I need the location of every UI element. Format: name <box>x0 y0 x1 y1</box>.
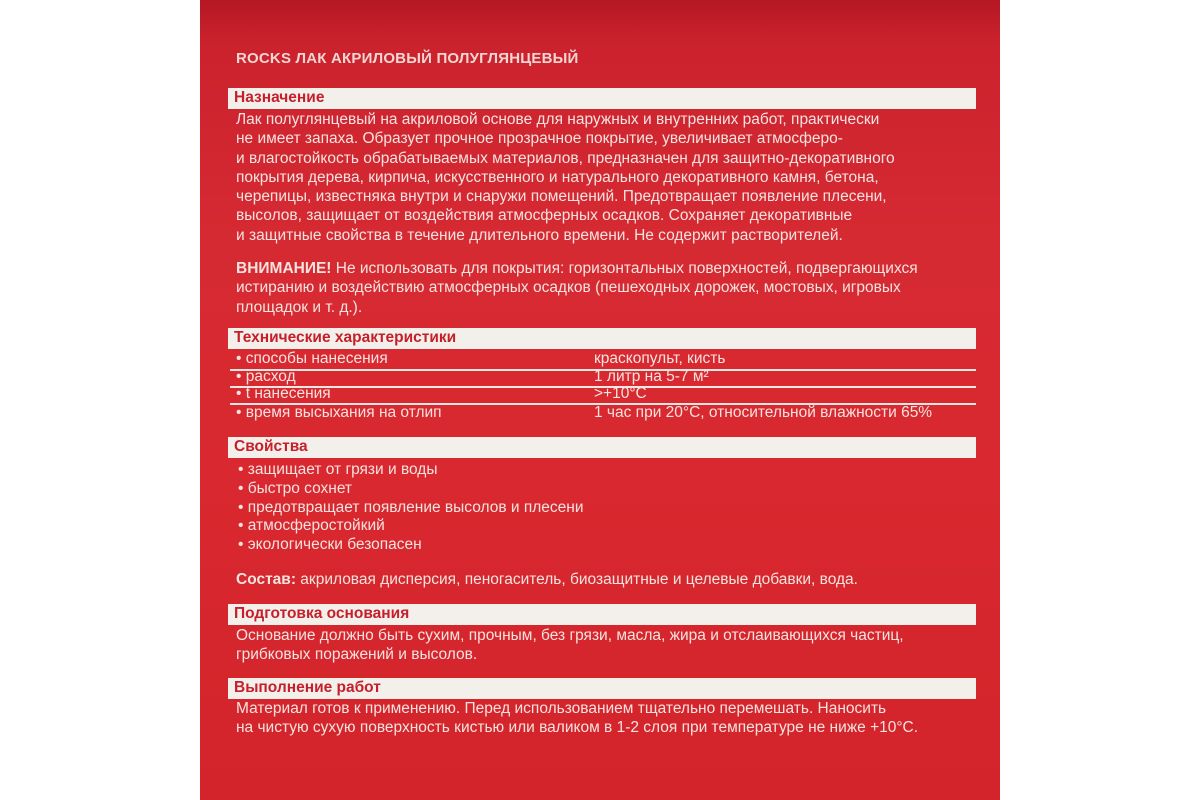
section-heading-purpose: Назначение <box>234 89 325 106</box>
spec-row <box>236 350 976 368</box>
property-item: • быстро сохнет <box>238 480 353 497</box>
property-item: • атмосферостойкий <box>238 517 385 534</box>
preparation-text: Основание должно быть сухим, прочным, без грязи, масла, жира и отслаивающихся частиц, грибковых поражений и высолов. <box>236 627 904 664</box>
section-header-purpose <box>228 88 976 109</box>
warning-paragraph <box>236 259 976 317</box>
product-label-panel <box>200 0 1000 800</box>
property-item: • защищает от грязи и воды <box>238 461 438 478</box>
spec-value: 1 литр на 5-7 м² <box>594 368 709 385</box>
spec-label: • время высыхания на отлип <box>236 404 442 421</box>
work-text: Материал готов к применению. Перед использованием тщательно перемешать. Наносить на чистую сухую поверхность кистью или валиком в 1-2 слоя при температуре не ниже +10°C. <box>236 700 919 737</box>
spec-label: • расход <box>236 368 296 385</box>
purpose-text: Лак полуглянцевый на акриловой основе для наружных и внутренних работ, практически не имеет запаха. Образует прочное прозрачное покрытие, увеличивает атмосферо- и влагостойкость обрабатываемых материалов, предназначен для защитно-декоративного покрытия дерева, кирпича, искусственного и натурального декоративного камня, бетона, черепицы, известняка внутри и снаружи помещений. Предотвращает появление плесени, высолов, защищает от воздействия атмосферных осадков. Сохраняет декоративные и защитные свойства в течение длительного времени. Не содержит растворителей. <box>236 111 895 244</box>
section-header-work <box>228 678 976 699</box>
composition-label: Состав: <box>236 571 296 588</box>
property-item: • экологически безопасен <box>238 536 422 553</box>
property-item: • предотвращает появление высолов и плесени <box>238 499 584 516</box>
spec-row <box>236 404 976 422</box>
section-header-properties <box>228 437 976 458</box>
spec-value: >+10°C <box>594 385 647 402</box>
spec-row <box>236 368 976 386</box>
section-heading-work: Выполнение работ <box>234 679 381 696</box>
product-title: ROCKS ЛАК АКРИЛОВЫЙ ПОЛУГЛЯНЦЕВЫЙ <box>236 50 579 67</box>
warning-label: ВНИМАНИЕ! <box>236 260 332 277</box>
spec-row <box>236 385 976 403</box>
spec-label: • t нанесения <box>236 385 331 402</box>
warning-text: Не использовать для покрытия: горизонтальных поверхностей, подвергающихся истиранию и воздействию атмосферных осадков (пешеходных дорожек, мостовых, игровых площадок и т. д.). <box>236 260 918 316</box>
section-heading-specs: Технические характеристики <box>234 329 457 346</box>
section-heading-properties: Свойства <box>234 438 308 455</box>
spec-label: • способы нанесения <box>236 350 388 367</box>
spec-value: краскопульт, кисть <box>594 350 726 367</box>
section-heading-preparation: Подготовка основания <box>234 605 410 622</box>
section-header-specs <box>228 328 976 349</box>
spec-value: 1 час при 20°C, относительной влажности 65% <box>594 404 933 421</box>
composition-line <box>236 570 976 589</box>
composition-text: акриловая дисперсия, пеногаситель, биозащитные и целевые добавки, вода. <box>295 571 858 588</box>
section-header-preparation <box>228 604 976 625</box>
